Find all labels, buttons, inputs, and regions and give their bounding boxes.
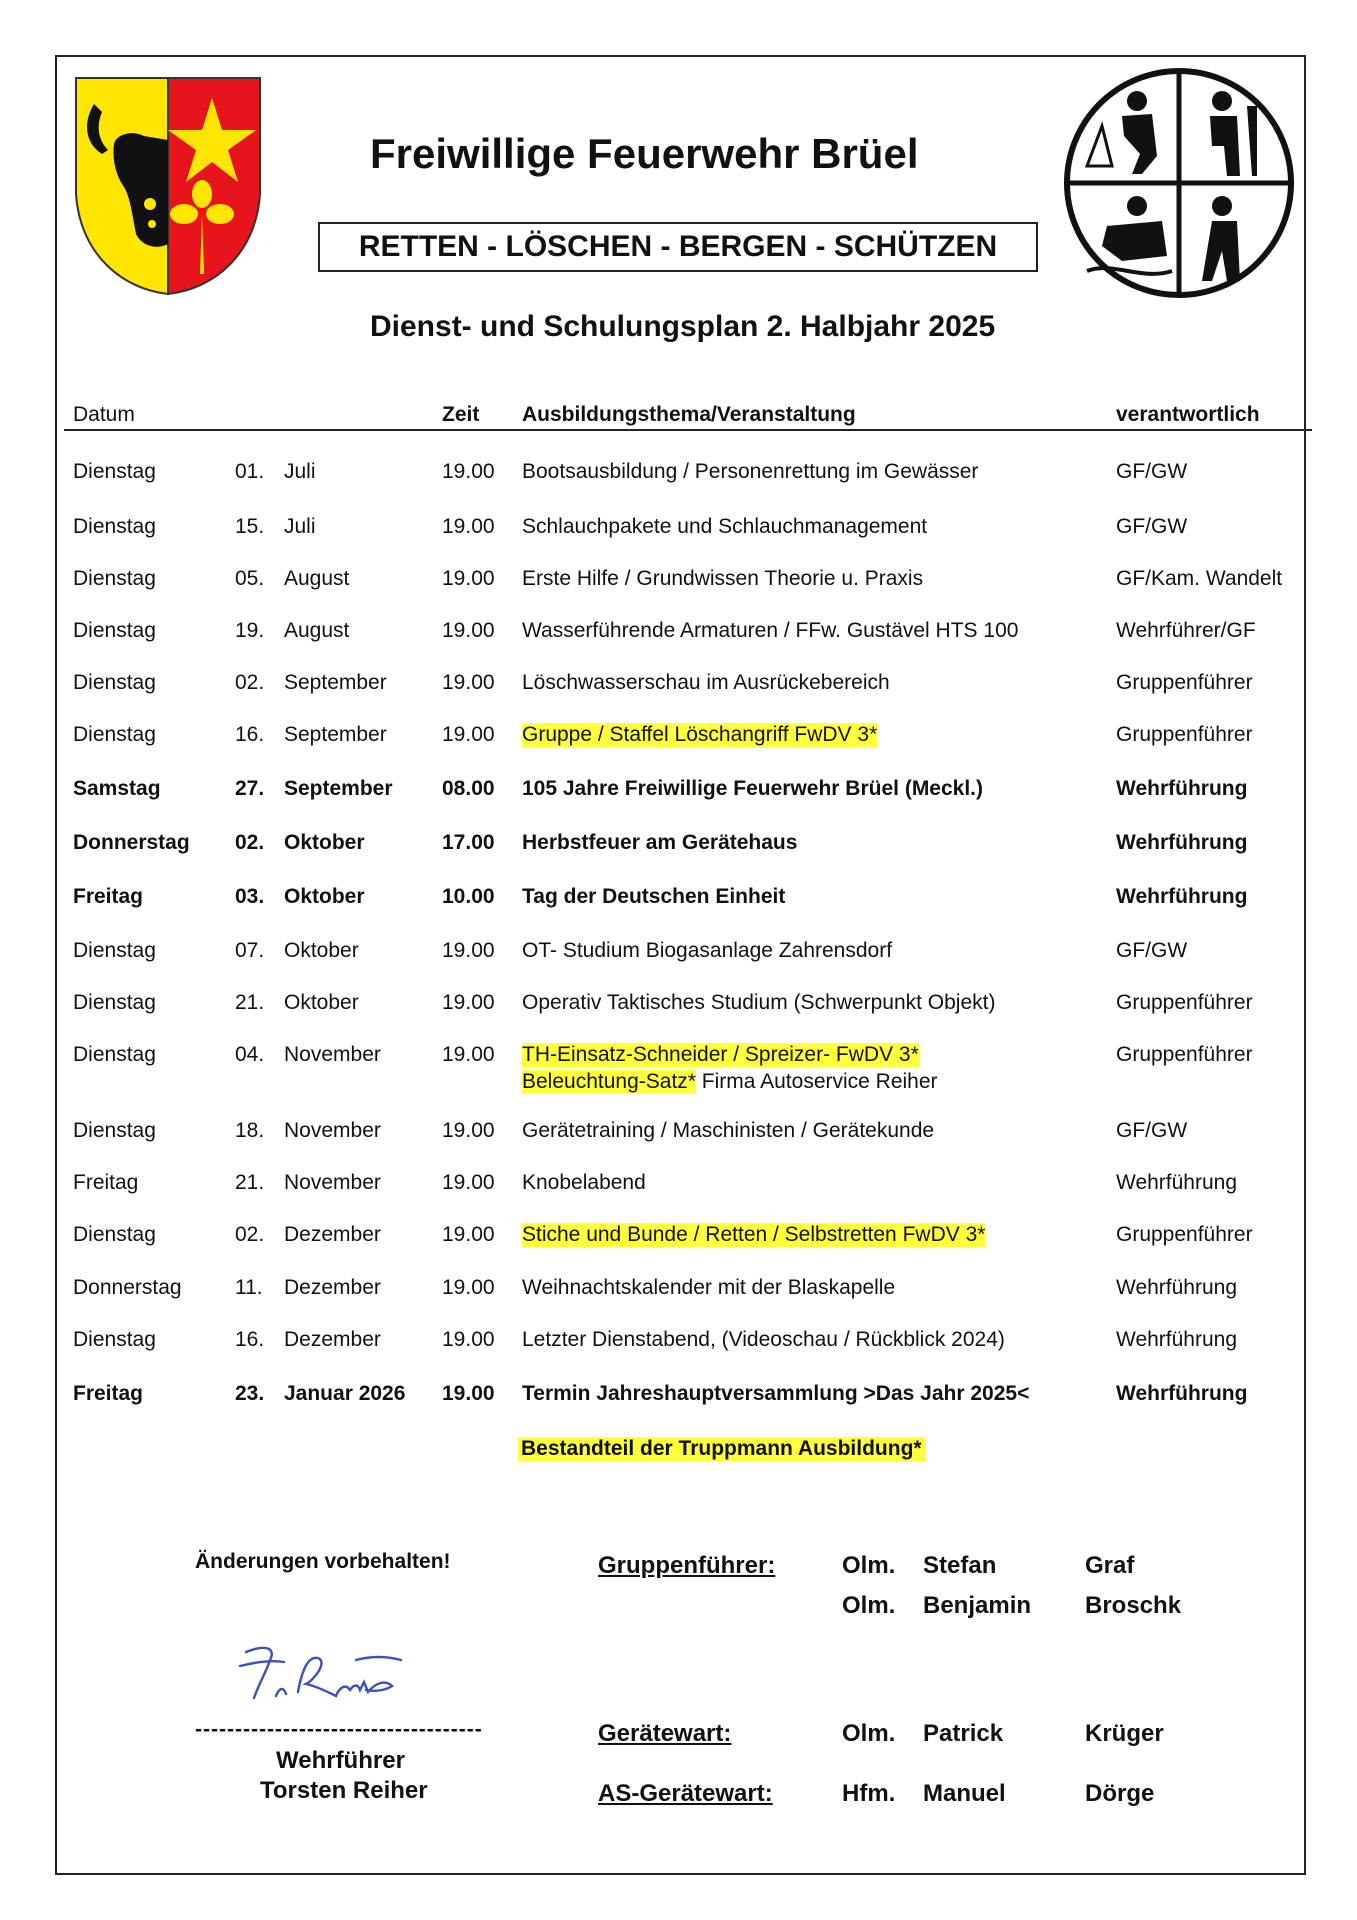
row-topic: Herbstfeuer am Gerätehaus bbox=[522, 831, 798, 854]
row-responsible: GF/GW bbox=[1116, 939, 1188, 962]
rank: Olm. bbox=[842, 1592, 896, 1619]
row-month: Dezember bbox=[284, 1223, 381, 1246]
row-day: Donnerstag bbox=[73, 1276, 182, 1299]
changes-reserved-note: Änderungen vorbehalten! bbox=[195, 1550, 451, 1573]
row-topic-highlighted: Gruppe / Staffel Löschangriff FwDV 3* bbox=[522, 723, 878, 746]
row-time: 19.00 bbox=[442, 939, 495, 962]
row-date-number: 02. bbox=[235, 831, 265, 854]
column-header-verantwortlich: verantwortlich bbox=[1116, 403, 1260, 426]
last-name: Krüger bbox=[1085, 1720, 1164, 1747]
row-day: Freitag bbox=[73, 1171, 139, 1194]
row-month: Juli bbox=[284, 515, 316, 538]
row-date-number: 16. bbox=[235, 723, 265, 746]
row-topic-highlighted: Stiche und Bunde / Retten / Selbstretten FwDV 3* bbox=[522, 1223, 986, 1246]
row-responsible: Gruppenführer bbox=[1116, 723, 1253, 746]
row-date-number: 15. bbox=[235, 515, 265, 538]
row-month: November bbox=[284, 1043, 381, 1066]
last-name: Graf bbox=[1085, 1552, 1135, 1579]
row-responsible: GF/GW bbox=[1116, 515, 1188, 538]
row-responsible: Gruppenführer bbox=[1116, 1043, 1253, 1066]
row-topic: Knobelabend bbox=[522, 1171, 646, 1194]
row-topic: Erste Hilfe / Grundwissen Theorie u. Praxis bbox=[522, 567, 924, 590]
table-row bbox=[0, 777, 1357, 807]
row-date-number: 23. bbox=[235, 1382, 265, 1405]
row-time: 19.00 bbox=[442, 515, 495, 538]
rank: Olm. bbox=[842, 1552, 896, 1579]
row-month: August bbox=[284, 567, 350, 590]
row-day: Dienstag bbox=[73, 1328, 156, 1351]
row-date-number: 07. bbox=[235, 939, 265, 962]
role-label-geraetewart: Gerätewart: bbox=[598, 1720, 732, 1747]
table-row bbox=[0, 1223, 1357, 1253]
table-row bbox=[0, 1119, 1357, 1149]
row-time: 19.00 bbox=[442, 1223, 495, 1246]
row-time: 08.00 bbox=[442, 777, 495, 800]
row-day: Freitag bbox=[73, 885, 144, 908]
row-responsible: GF/Kam. Wandelt bbox=[1116, 567, 1283, 590]
signature-line: ------------------------------------ bbox=[195, 1718, 483, 1741]
row-topic: Wasserführende Armaturen / FFw. Gustävel HTS 100 bbox=[522, 619, 1019, 642]
row-responsible: Wehrführung bbox=[1116, 1382, 1248, 1405]
row-responsible: GF/GW bbox=[1116, 1119, 1188, 1142]
row-month: Oktober bbox=[284, 885, 365, 908]
row-topic: Bootsausbildung / Personenrettung im Gewässer bbox=[522, 460, 979, 483]
row-time: 17.00 bbox=[442, 831, 495, 854]
row-date-number: 21. bbox=[235, 991, 265, 1014]
row-day: Freitag bbox=[73, 1382, 144, 1405]
row-responsible: Wehrführer/GF bbox=[1116, 619, 1256, 642]
row-date-number: 02. bbox=[235, 1223, 265, 1246]
row-topic: 105 Jahre Freiwillige Feuerwehr Brüel (Meckl.) bbox=[522, 777, 984, 800]
row-date-number: 11. bbox=[235, 1276, 263, 1299]
row-month: November bbox=[284, 1171, 381, 1194]
row-date-number: 02. bbox=[235, 671, 265, 694]
row-topic: OT- Studium Biogasanlage Zahrensdorf bbox=[522, 939, 893, 962]
row-responsible: Wehrführung bbox=[1116, 777, 1248, 800]
table-row bbox=[0, 515, 1357, 545]
row-time: 19.00 bbox=[442, 1276, 495, 1299]
row-day: Dienstag bbox=[73, 567, 156, 590]
row-topic-highlighted: TH-Einsatz-Schneider / Spreizer- FwDV 3* bbox=[522, 1043, 919, 1066]
row-responsible: GF/GW bbox=[1116, 460, 1188, 483]
table-row bbox=[0, 1382, 1357, 1412]
row-day: Dienstag bbox=[73, 1043, 156, 1066]
first-name: Stefan bbox=[923, 1552, 997, 1579]
row-topic: Tag der Deutschen Einheit bbox=[522, 885, 786, 908]
row-day: Dienstag bbox=[73, 460, 156, 483]
header-divider bbox=[64, 429, 1312, 431]
motto-box: RETTEN - LÖSCHEN - BERGEN - SCHÜTZEN bbox=[318, 222, 1038, 272]
row-month: Januar 2026 bbox=[284, 1382, 406, 1405]
table-row bbox=[0, 991, 1357, 1021]
table-row bbox=[0, 1328, 1357, 1358]
row-date-number: 05. bbox=[235, 567, 265, 590]
row-time: 19.00 bbox=[442, 1043, 495, 1066]
row-topic: Operativ Taktisches Studium (Schwerpunkt Objekt) bbox=[522, 991, 996, 1014]
table-row bbox=[0, 1043, 1357, 1101]
training-note: Bestandteil der Truppmann Ausbildung* bbox=[518, 1437, 925, 1461]
table-row bbox=[0, 460, 1357, 490]
row-time: 19.00 bbox=[442, 991, 495, 1014]
row-responsible: Wehrführung bbox=[1116, 885, 1248, 908]
column-header-datum: Datum bbox=[73, 403, 135, 426]
row-date-number: 19. bbox=[235, 619, 265, 642]
last-name: Dörge bbox=[1085, 1780, 1155, 1807]
row-month: September bbox=[284, 671, 387, 694]
role-label-as-geraetewart: AS-Gerätewart: bbox=[598, 1780, 773, 1807]
table-row bbox=[0, 1276, 1357, 1306]
row-day: Dienstag bbox=[73, 1119, 156, 1142]
row-month: September bbox=[284, 777, 393, 800]
row-date-number: 27. bbox=[235, 777, 265, 800]
table-row bbox=[0, 831, 1357, 861]
row-responsible: Gruppenführer bbox=[1116, 671, 1253, 694]
row-date-number: 04. bbox=[235, 1043, 265, 1066]
row-month: Dezember bbox=[284, 1328, 381, 1351]
row-day: Dienstag bbox=[73, 515, 156, 538]
row-topic: Gerätetraining / Maschinisten / Gerätekunde bbox=[522, 1119, 935, 1142]
row-topic: Schlauchpakete und Schlauchmanagement bbox=[522, 515, 928, 538]
row-topic: Löschwasserschau im Ausrückebereich bbox=[522, 671, 890, 694]
last-name: Broschk bbox=[1085, 1592, 1182, 1619]
table-row bbox=[0, 567, 1357, 597]
row-month: Juli bbox=[284, 460, 316, 483]
column-header-thema: Ausbildungsthema/Veranstaltung bbox=[522, 403, 856, 426]
row-month: Dezember bbox=[284, 1276, 381, 1299]
row-day: Dienstag bbox=[73, 939, 156, 962]
row-day: Dienstag bbox=[73, 991, 156, 1014]
table-row bbox=[0, 723, 1357, 753]
signature-image bbox=[236, 1640, 416, 1704]
row-date-number: 01. bbox=[235, 460, 265, 483]
row-time: 19.00 bbox=[442, 1119, 495, 1142]
row-day: Dienstag bbox=[73, 619, 156, 642]
column-header-zeit: Zeit bbox=[442, 403, 480, 426]
table-row bbox=[0, 671, 1357, 701]
row-day: Dienstag bbox=[73, 671, 156, 694]
row-date-number: 21. bbox=[235, 1171, 265, 1194]
row-time: 19.00 bbox=[442, 1382, 495, 1405]
row-responsible: Gruppenführer bbox=[1116, 991, 1253, 1014]
row-time: 19.00 bbox=[442, 460, 495, 483]
row-responsible: Wehrführung bbox=[1116, 831, 1248, 854]
table-row bbox=[0, 885, 1357, 915]
row-time: 19.00 bbox=[442, 1328, 495, 1351]
row-month: August bbox=[284, 619, 350, 642]
row-responsible: Gruppenführer bbox=[1116, 1223, 1253, 1246]
rank: Hfm. bbox=[842, 1780, 896, 1807]
row-topic: Weihnachtskalender mit der Blaskapelle bbox=[522, 1276, 896, 1299]
row-time: 19.00 bbox=[442, 567, 495, 590]
row-date-number: 16. bbox=[235, 1328, 265, 1351]
table-row bbox=[0, 619, 1357, 649]
row-time: 19.00 bbox=[442, 619, 495, 642]
row-responsible: Wehrführung bbox=[1116, 1276, 1238, 1299]
row-time: 19.00 bbox=[442, 723, 495, 746]
row-responsible: Wehrführung bbox=[1116, 1171, 1238, 1194]
row-day: Dienstag bbox=[73, 723, 156, 746]
row-time: 10.00 bbox=[442, 885, 495, 908]
row-month: Oktober bbox=[284, 831, 365, 854]
coat-of-arms-logo bbox=[72, 74, 264, 298]
row-topic-second-line bbox=[522, 1070, 938, 1094]
row-topic-highlighted-part: Beleuchtung-Satz* bbox=[522, 1070, 696, 1093]
fire-brigade-emblem-logo bbox=[1062, 66, 1296, 300]
row-responsible: Wehrführung bbox=[1116, 1328, 1238, 1351]
row-day: Donnerstag bbox=[73, 831, 190, 854]
row-month: Oktober bbox=[284, 939, 359, 962]
row-month: November bbox=[284, 1119, 381, 1142]
row-time: 19.00 bbox=[442, 671, 495, 694]
chief-title: Wehrführer bbox=[276, 1747, 405, 1774]
first-name: Manuel bbox=[923, 1780, 1006, 1807]
row-date-number: 03. bbox=[235, 885, 265, 908]
row-topic-rest: Firma Autoservice Reiher bbox=[695, 1070, 938, 1093]
row-topic: Termin Jahreshauptversammlung >Das Jahr 2025< bbox=[522, 1382, 1030, 1405]
row-month: Oktober bbox=[284, 991, 359, 1014]
row-date-number: 18. bbox=[235, 1119, 265, 1142]
row-day: Dienstag bbox=[73, 1223, 156, 1246]
first-name: Benjamin bbox=[923, 1592, 1032, 1619]
plan-subtitle: Dienst- und Schulungsplan 2. Halbjahr 2025 bbox=[370, 310, 996, 343]
row-time: 19.00 bbox=[442, 1171, 495, 1194]
table-row bbox=[0, 939, 1357, 969]
table-row bbox=[0, 1171, 1357, 1201]
row-topic: Letzter Dienstabend, (Videoschau / Rückblick 2024) bbox=[522, 1328, 1005, 1351]
row-day: Samstag bbox=[73, 777, 161, 800]
rank: Olm. bbox=[842, 1720, 896, 1747]
row-month: September bbox=[284, 723, 387, 746]
chief-name: Torsten Reiher bbox=[260, 1777, 428, 1804]
page-title: Freiwillige Feuerwehr Brüel bbox=[370, 130, 919, 177]
first-name: Patrick bbox=[923, 1720, 1004, 1747]
role-label-gruppenfuehrer: Gruppenführer: bbox=[598, 1552, 776, 1579]
